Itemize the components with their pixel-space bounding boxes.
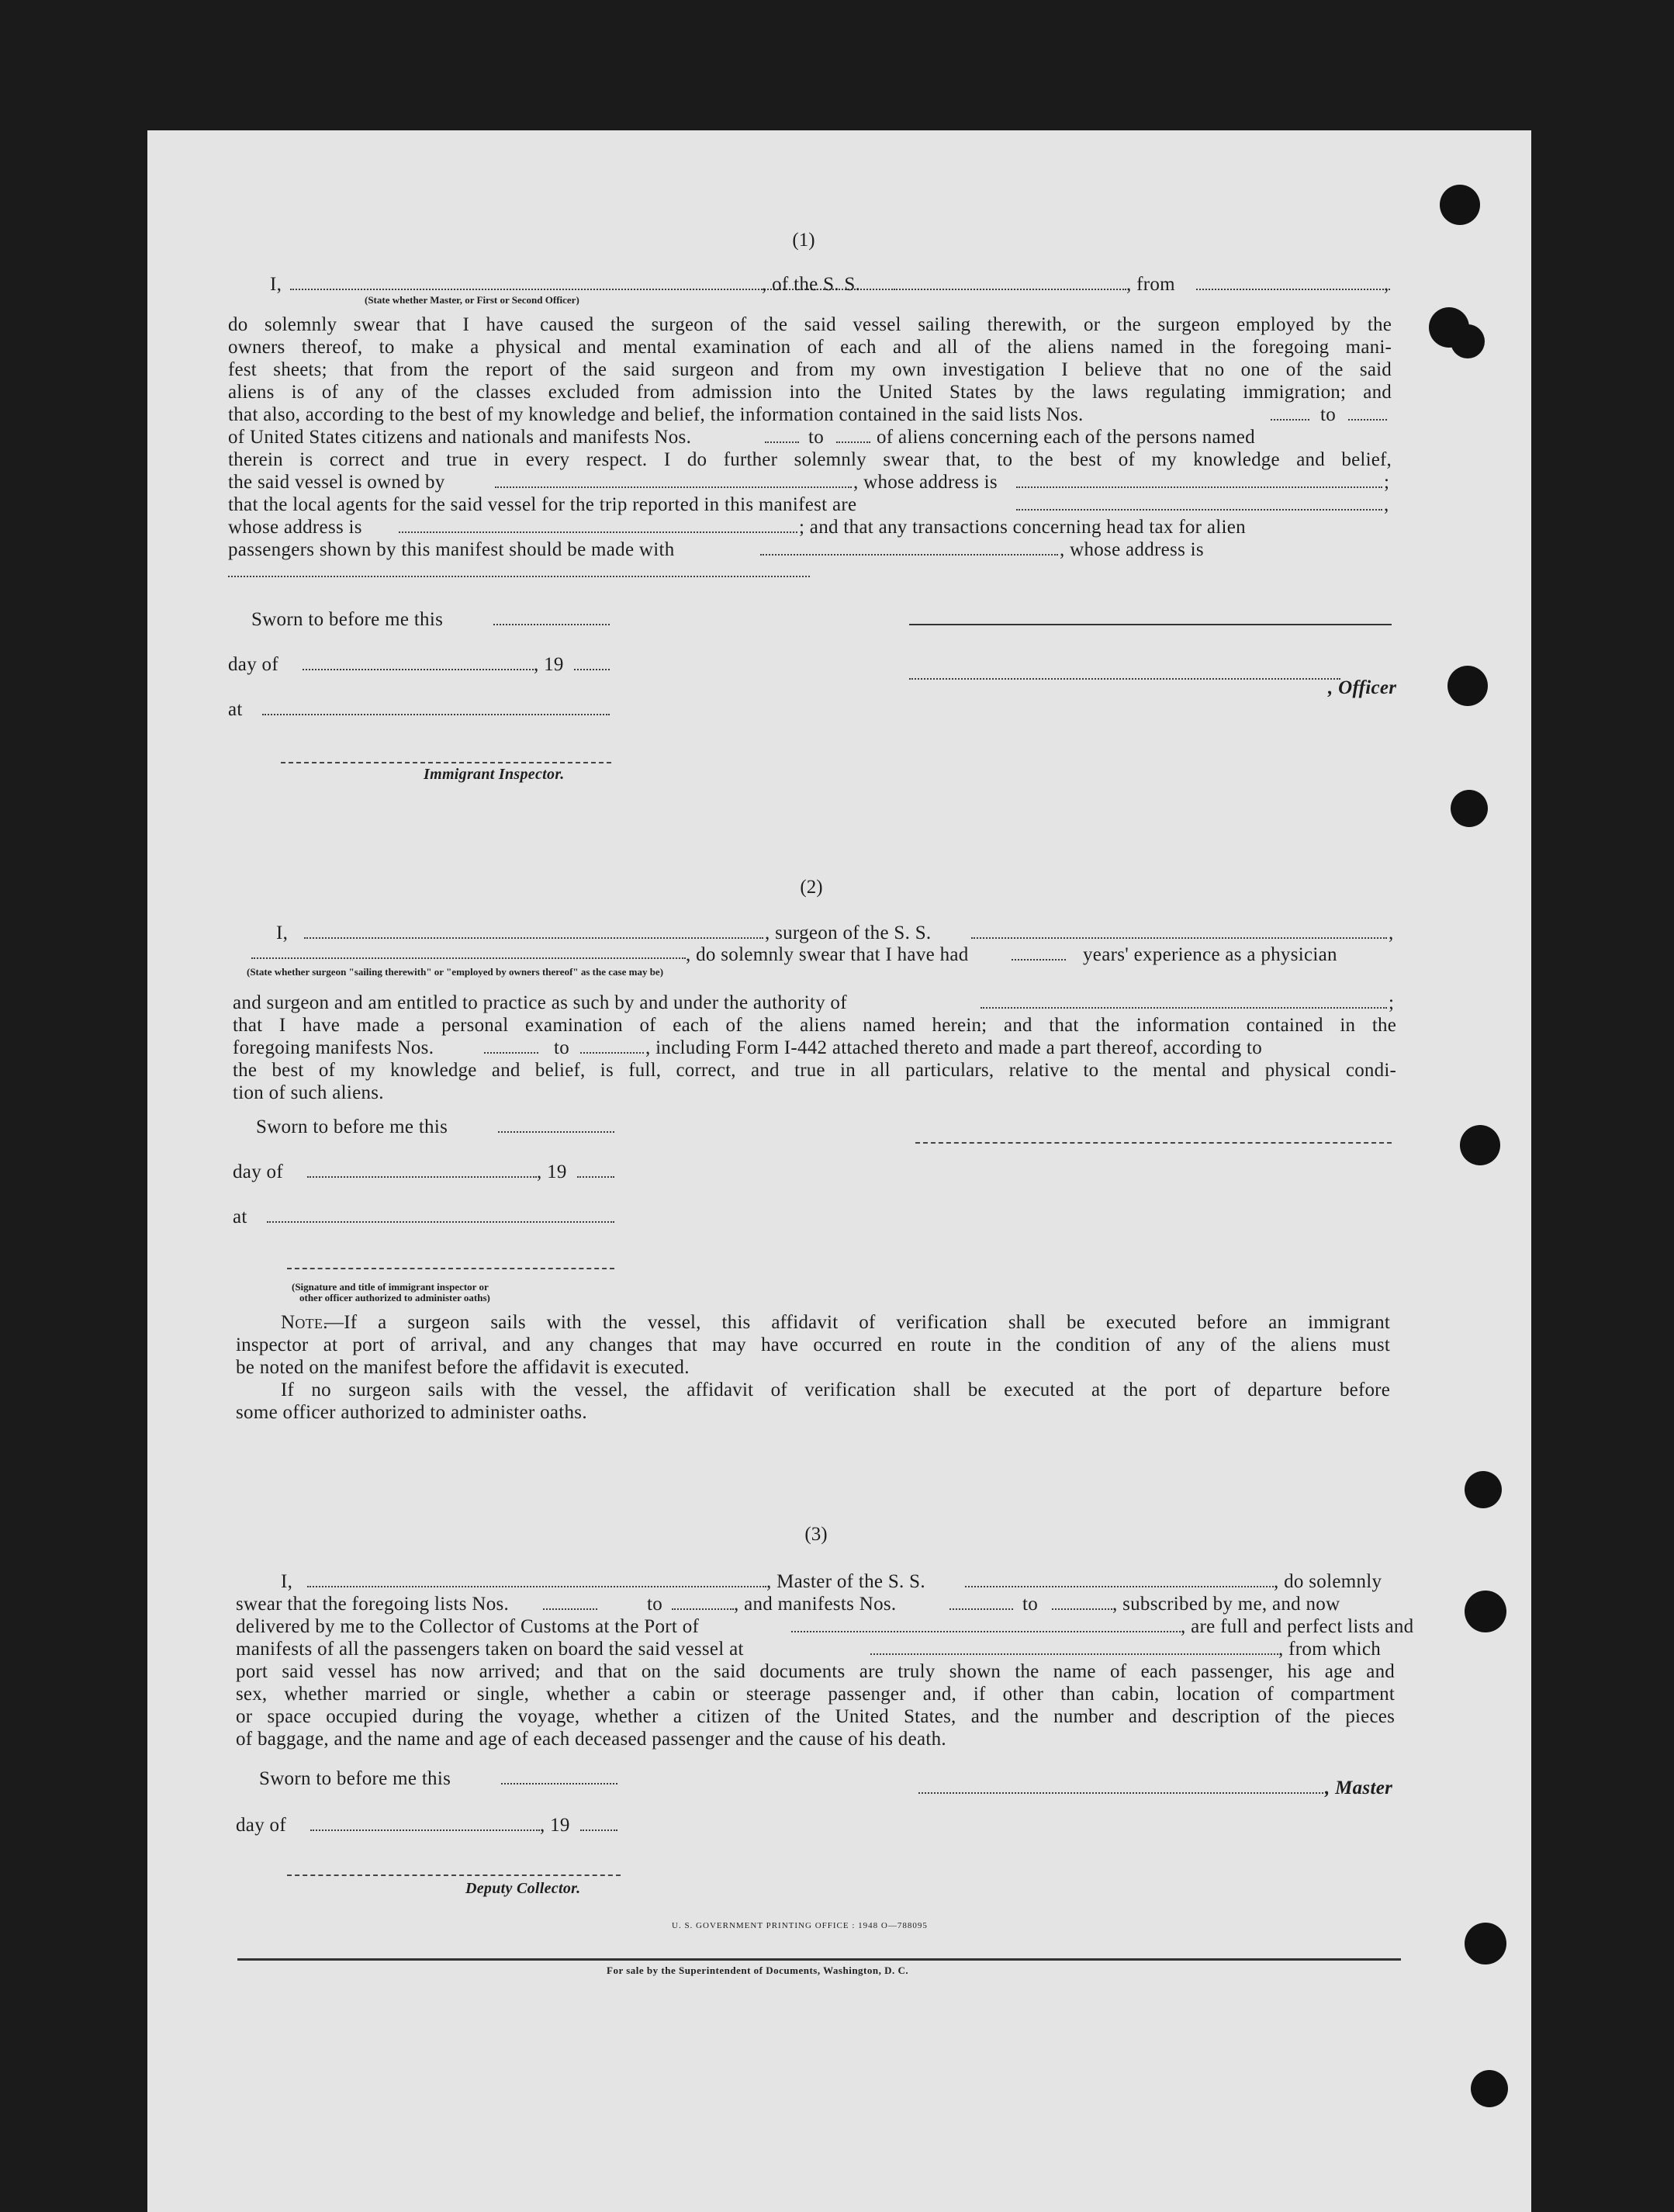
s2-manifests-label: foregoing manifests Nos. (233, 1037, 434, 1058)
s1-line-3: fest sheets; that from the report of the said surgeon and from my own investigation I believe that no one of the said (228, 359, 1392, 380)
s2-i: I, (276, 923, 289, 943)
gpo-imprint: U. S. GOVERNMENT PRINTING OFFICE : 1948 O—788095 (672, 1921, 928, 1930)
s1-lists-text: that also, according to the best of my knowledge and belief, the information contained in the said lists Nos. (228, 404, 1084, 425)
s3-sworn-field[interactable] (501, 1783, 617, 1784)
s2-authority: and surgeon and am entitled to practice as such by and under the authority of (233, 992, 847, 1013)
s1-line-2: owners thereof, to make a physical and mental examination of each and all of the aliens named in the foregoing mani- (228, 337, 1392, 358)
s2-day-of: day of (233, 1161, 283, 1182)
s1-lists-to: to (1320, 404, 1337, 425)
s3-manifests-from-field[interactable] (949, 1608, 1013, 1610)
s3-master-of: , Master of the S. S. (766, 1571, 925, 1592)
punch-hole-9 (1465, 1923, 1506, 1964)
s3-lists-from-field[interactable] (543, 1608, 597, 1610)
s1-at-field[interactable] (262, 714, 610, 715)
s1-manifests-text: of United States citizens and nationals and manifests Nos. (228, 427, 692, 448)
s1-manifests-to-field[interactable] (836, 441, 870, 443)
s1-vessel-field[interactable] (894, 289, 1126, 290)
s2-at: at (233, 1206, 247, 1227)
s2-status-field[interactable] (251, 957, 686, 959)
s1-owned-text: the said vessel is owned by (228, 472, 445, 493)
s3-line-5: port said vessel has now arrived; and that on the said documents are truly shown the name of each passenger, his age and (236, 1661, 1395, 1682)
s2-sworn-field[interactable] (498, 1131, 614, 1133)
s1-line-7: therein is correct and true in every respect. I do further solemnly swear that, to the best of my knowledge and belief, (228, 449, 1392, 470)
s3-collector-label: Deputy Collector. (465, 1880, 581, 1897)
s3-manifests-to-field[interactable] (1052, 1608, 1112, 1610)
s3-name-field[interactable] (307, 1586, 766, 1587)
s2-note-line-3: be noted on the manifest before the affidavit is executed. (236, 1357, 690, 1378)
s2-sig-label-2: other officer authorized to administer oaths) (299, 1292, 490, 1303)
s1-officer-signature-line[interactable] (909, 624, 1392, 625)
s3-from-which: , from which (1278, 1639, 1382, 1660)
s3-master-label: , Master (1325, 1778, 1393, 1798)
s2-to: to (554, 1037, 570, 1058)
s2-note-line-4: If no surgeon sails with the vessel, the affidavit of verification shall be executed at the port of departure before (281, 1379, 1390, 1400)
punch-hole-10 (1471, 2070, 1508, 2107)
form-sheet (147, 130, 1531, 2212)
s1-passengers-text: passengers shown by this manifest should be made with (228, 539, 675, 560)
s2-surgeon-of: , surgeon of the S. S. (765, 923, 932, 943)
s1-owner-field[interactable] (495, 486, 852, 488)
s1-owner-address-field[interactable] (1016, 486, 1382, 488)
s3-i: I, (281, 1571, 293, 1592)
s1-lists-to-field[interactable] (1348, 419, 1387, 421)
s1-at: at (228, 699, 243, 720)
s1-sublabel: (State whether Master, or First or Second Officer) (365, 294, 579, 306)
s2-sublabel: (State whether surgeon "sailing therewith" or "employed by owners thereof" as the case may be) (247, 966, 664, 978)
s1-year-field[interactable] (574, 669, 610, 670)
s3-subscribed: , subscribed by me, and now (1112, 1594, 1340, 1615)
footer-rule (237, 1958, 1401, 1961)
s3-to-2: to (1022, 1594, 1039, 1615)
s3-lists-to-field[interactable] (672, 1608, 734, 1610)
s1-head-tax-party-field[interactable] (760, 554, 1058, 556)
footer-sale-notice: For sale by the Superintendent of Documents, Washington, D. C. (607, 1964, 909, 1976)
s1-agents-comma: , (1384, 494, 1389, 515)
s1-owner-address-label: , whose address is (853, 472, 998, 493)
s1-manifests-to: to (808, 427, 825, 448)
s2-note-line-2: inspector at port of arrival, and any changes that may have occurred en route in the condition of any of the aliens must (236, 1334, 1390, 1355)
s2-line-1: that I have made a personal examination of each of the aliens named herein; and that the information contained in the (233, 1015, 1396, 1036)
s2-authority-field[interactable] (981, 1007, 1387, 1009)
s2-years-field[interactable] (1012, 959, 1066, 961)
s1-lists-from-field[interactable] (1271, 419, 1309, 421)
s1-sworn: Sworn to before me this (251, 609, 444, 630)
s3-day-field[interactable] (310, 1829, 540, 1831)
s2-form-text: , including Form I-442 attached thereto and made a part thereof, according to (645, 1037, 1263, 1058)
s2-inspector-signature-line[interactable] (287, 1268, 614, 1269)
s1-day-field[interactable] (303, 669, 534, 670)
s2-day-field[interactable] (307, 1176, 537, 1178)
s1-year: , 19 (534, 654, 564, 675)
s2-at-field[interactable] (267, 1221, 614, 1223)
s2-vessel-field[interactable] (971, 937, 1387, 939)
punch-hole-7 (1465, 1471, 1502, 1508)
s2-surgeon-signature-line[interactable] (915, 1142, 1392, 1144)
s2-name-field[interactable] (304, 937, 763, 939)
s2-note-line-1: —If a surgeon sails with the vessel, this affidavit of verification shall be executed before an immigrant (324, 1312, 1390, 1333)
s2-line-3: the best of my knowledge and belief, is full, correct, and true in all particulars, relative to the mental and physical condi- (233, 1060, 1396, 1081)
s2-year: , 19 (537, 1161, 567, 1182)
s1-head-tax-text: ; and that any transactions concerning head tax for alien (799, 517, 1246, 538)
s1-day-of: day of (228, 654, 278, 675)
s3-year-field[interactable] (580, 1829, 617, 1831)
s3-year: , 19 (540, 1815, 570, 1836)
s1-inspector-label: Immigrant Inspector. (424, 766, 565, 783)
s3-do-solemnly: , do solemnly (1274, 1571, 1382, 1592)
punch-hole-3 (1451, 324, 1485, 358)
section-2-number: (2) (800, 877, 823, 898)
s2-semicolon: ; (1389, 992, 1395, 1013)
punch-hole-5 (1451, 790, 1488, 827)
s1-head-tax-address-field[interactable] (228, 576, 810, 577)
s1-whose-address-end: , whose address is (1060, 539, 1204, 560)
s3-vessel-field[interactable] (965, 1586, 1274, 1587)
s3-swear-lists: swear that the foregoing lists Nos. (236, 1594, 510, 1615)
s1-agents-address-field[interactable] (399, 531, 797, 533)
s1-agents-field[interactable] (1016, 509, 1382, 511)
punch-hole-6 (1460, 1125, 1500, 1165)
s1-agents-address-label: whose address is (228, 517, 362, 538)
s1-i: I, (270, 274, 282, 295)
s3-line-8: of baggage, and the name and age of each deceased passenger and the cause of his death. (236, 1729, 946, 1750)
s2-note-head: Note. (281, 1312, 328, 1333)
s1-from-field[interactable] (1196, 289, 1390, 290)
s1-line-1: do solemnly swear that I have caused the surgeon of the said vessel sailing therewith, or the surgeon employed by the (228, 314, 1392, 335)
s2-sig-label-1: (Signature and title of immigrant inspector or (292, 1281, 489, 1293)
s2-line-4: tion of such aliens. (233, 1082, 384, 1103)
s3-line-6: sex, whether married or single, whether a cabin or steerage passenger and, if other than cabin, location of compartment (236, 1684, 1395, 1705)
s1-aliens-concerning: of aliens concerning each of the persons named (877, 427, 1255, 448)
s3-boarding-port-field[interactable] (870, 1653, 1278, 1655)
s3-line-7: or space occupied during the voyage, whether a citizen of the United States, and the number and description of the pieces (236, 1706, 1395, 1727)
s3-master-signature-line[interactable] (918, 1792, 1323, 1794)
s2-manifests-from-field[interactable] (484, 1052, 538, 1054)
s2-sworn: Sworn to before me this (256, 1116, 448, 1137)
punch-hole-8 (1465, 1591, 1506, 1632)
s1-comma: , (1384, 274, 1389, 295)
s3-to-1: to (647, 1594, 663, 1615)
s2-comma: , (1389, 923, 1394, 943)
s1-sworn-field[interactable] (493, 624, 610, 625)
s3-manifests-all: manifests of all the passengers taken on board the said vessel at (236, 1639, 744, 1660)
s2-note-line-5: some officer authorized to administer oaths. (236, 1402, 587, 1423)
s3-delivered: delivered by me to the Collector of Customs at the Port of (236, 1616, 700, 1637)
s2-swear: , do solemnly swear that I have had (686, 944, 969, 965)
s2-year-field[interactable] (577, 1176, 614, 1178)
s1-semicolon: ; (1384, 472, 1390, 493)
s1-officer-label: , Officer (1328, 677, 1397, 698)
punch-hole-1 (1440, 185, 1480, 225)
s3-collector-signature-line[interactable] (287, 1874, 621, 1876)
s2-years-label: years' experience as a physician (1083, 944, 1337, 965)
section-3-number: (3) (804, 1524, 828, 1545)
s1-officer-line[interactable] (909, 678, 1340, 680)
s3-port-field[interactable] (791, 1631, 1181, 1632)
s1-manifests-from-field[interactable] (765, 441, 799, 443)
s3-and-manifests: , and manifests Nos. (734, 1594, 897, 1615)
s1-from: , from (1126, 274, 1175, 295)
s1-of-ss: , of the S. S. (762, 274, 861, 295)
s1-line-4: aliens is of any of the classes excluded from admission into the United States by the laws regulating immigration; and (228, 382, 1392, 403)
s3-day-of: day of (236, 1815, 286, 1836)
section-1-number: (1) (792, 230, 815, 251)
s2-manifests-to-field[interactable] (580, 1052, 644, 1054)
s3-sworn: Sworn to before me this (259, 1768, 451, 1789)
s1-agents-text: that the local agents for the said vessel for the trip reported in this manifest are (228, 494, 857, 515)
punch-hole-4 (1447, 666, 1488, 706)
s3-full-perfect: , are full and perfect lists and (1181, 1616, 1414, 1637)
